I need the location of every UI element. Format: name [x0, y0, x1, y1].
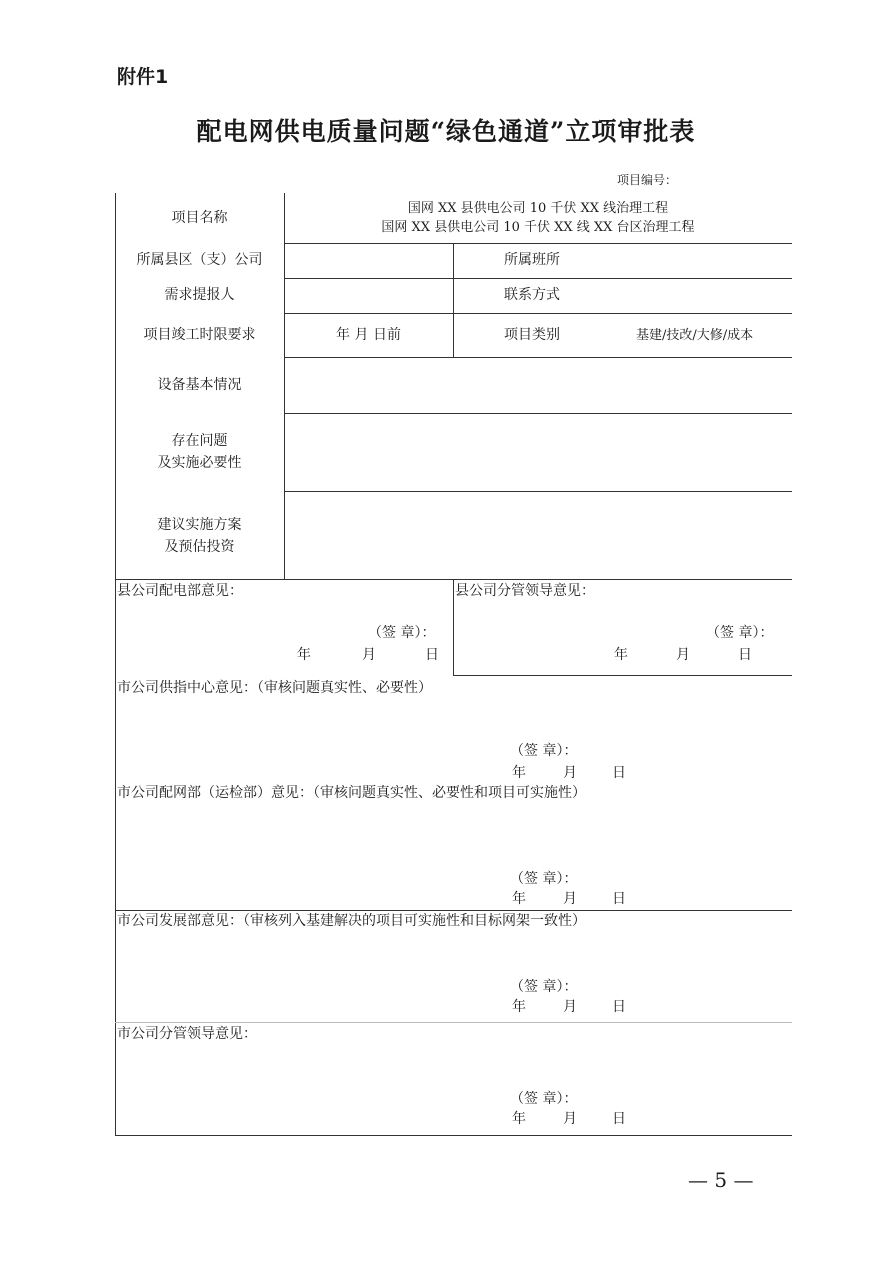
city-leader-year: 年 — [512, 1111, 526, 1127]
label-county-company: 所属县区（支）公司 — [136, 252, 263, 268]
label-contact: 联系方式 — [504, 287, 560, 303]
county-distribution-seal: （签 章）： — [368, 625, 436, 641]
label-project-category: 项目类别 — [504, 327, 560, 343]
label-equipment: 设备基本情况 — [157, 377, 242, 393]
row-divider — [284, 313, 792, 314]
county-distribution-year: 年 — [297, 647, 311, 663]
row-divider — [284, 491, 792, 492]
county-opinion-divider — [453, 579, 454, 675]
city-development-month: 月 — [563, 999, 577, 1015]
city-leader-seal: （签 章）： — [510, 1091, 578, 1107]
city-development-seal: （签 章）： — [510, 979, 578, 995]
row-divider — [453, 675, 792, 676]
city-development-day: 日 — [612, 999, 626, 1015]
city-development-opinion: 市公司发展部意见：（审核列入基建解决的项目可实施性和目标网架一致性） — [117, 913, 586, 929]
table-bottom-border — [115, 1135, 792, 1136]
label-problems-line1: 存在问题 — [171, 433, 228, 449]
label-deadline: 项目竣工时限要求 — [143, 327, 256, 343]
county-leader-opinion: 县公司分管领导意见： — [455, 583, 595, 599]
city-leader-day: 日 — [612, 1111, 626, 1127]
deadline-value: 年 月 日前 — [336, 327, 401, 343]
county-distribution-day: 日 — [425, 647, 439, 663]
project-number-label: 项目编号： — [617, 173, 678, 187]
county-leader-year: 年 — [614, 647, 628, 663]
city-dispatch-day: 日 — [612, 765, 626, 781]
city-distribution-seal: （签 章）： — [510, 871, 578, 887]
page-number: — 5 — — [688, 1168, 754, 1192]
label-team: 所属班所 — [504, 252, 560, 268]
county-leader-day: 日 — [738, 647, 752, 663]
label-plan-line2: 及预估投资 — [164, 539, 235, 555]
label-plan-line1: 建议实施方案 — [157, 517, 242, 533]
label-project-name: 项目名称 — [171, 210, 228, 226]
city-dispatch-opinion: 市公司供指中心意见：（审核问题真实性、必要性） — [117, 680, 432, 696]
project-category-value: 基建/技改/大修/成本 — [636, 328, 754, 343]
city-distribution-day: 日 — [612, 891, 626, 907]
city-distribution-opinion: 市公司配网部（运检部）意见：（审核问题真实性、必要性和项目可实施性） — [117, 785, 586, 801]
middle-column-divider — [453, 244, 454, 357]
row-divider — [284, 413, 792, 414]
county-leader-month: 月 — [676, 647, 690, 663]
county-distribution-month: 月 — [362, 647, 376, 663]
city-dispatch-month: 月 — [563, 765, 577, 781]
city-leader-opinion: 市公司分管领导意见： — [117, 1026, 257, 1042]
city-dispatch-year: 年 — [512, 765, 526, 781]
project-name-line1: 国网 XX 县供电公司 10 千伏 XX 线治理工程 — [407, 201, 669, 216]
row-divider — [284, 243, 792, 244]
label-requester: 需求提报人 — [164, 287, 235, 303]
attachment-label: 附件1 — [117, 66, 169, 88]
label-problems-line2: 及实施必要性 — [157, 455, 242, 471]
label-column-divider — [284, 193, 285, 579]
row-divider — [284, 278, 792, 279]
page-title: 配电网供电质量问题“绿色通道”立项审批表 — [196, 117, 696, 146]
city-dispatch-seal: （签 章）： — [510, 743, 578, 759]
county-distribution-opinion: 县公司配电部意见： — [117, 583, 243, 599]
row-divider — [284, 357, 792, 358]
city-leader-month: 月 — [563, 1111, 577, 1127]
project-name-line2: 国网 XX 县供电公司 10 千伏 XX 线 XX 台区治理工程 — [381, 220, 695, 235]
city-distribution-year: 年 — [512, 891, 526, 907]
city-development-year: 年 — [512, 999, 526, 1015]
city-distribution-month: 月 — [563, 891, 577, 907]
county-leader-seal: （签 章）： — [706, 625, 774, 641]
